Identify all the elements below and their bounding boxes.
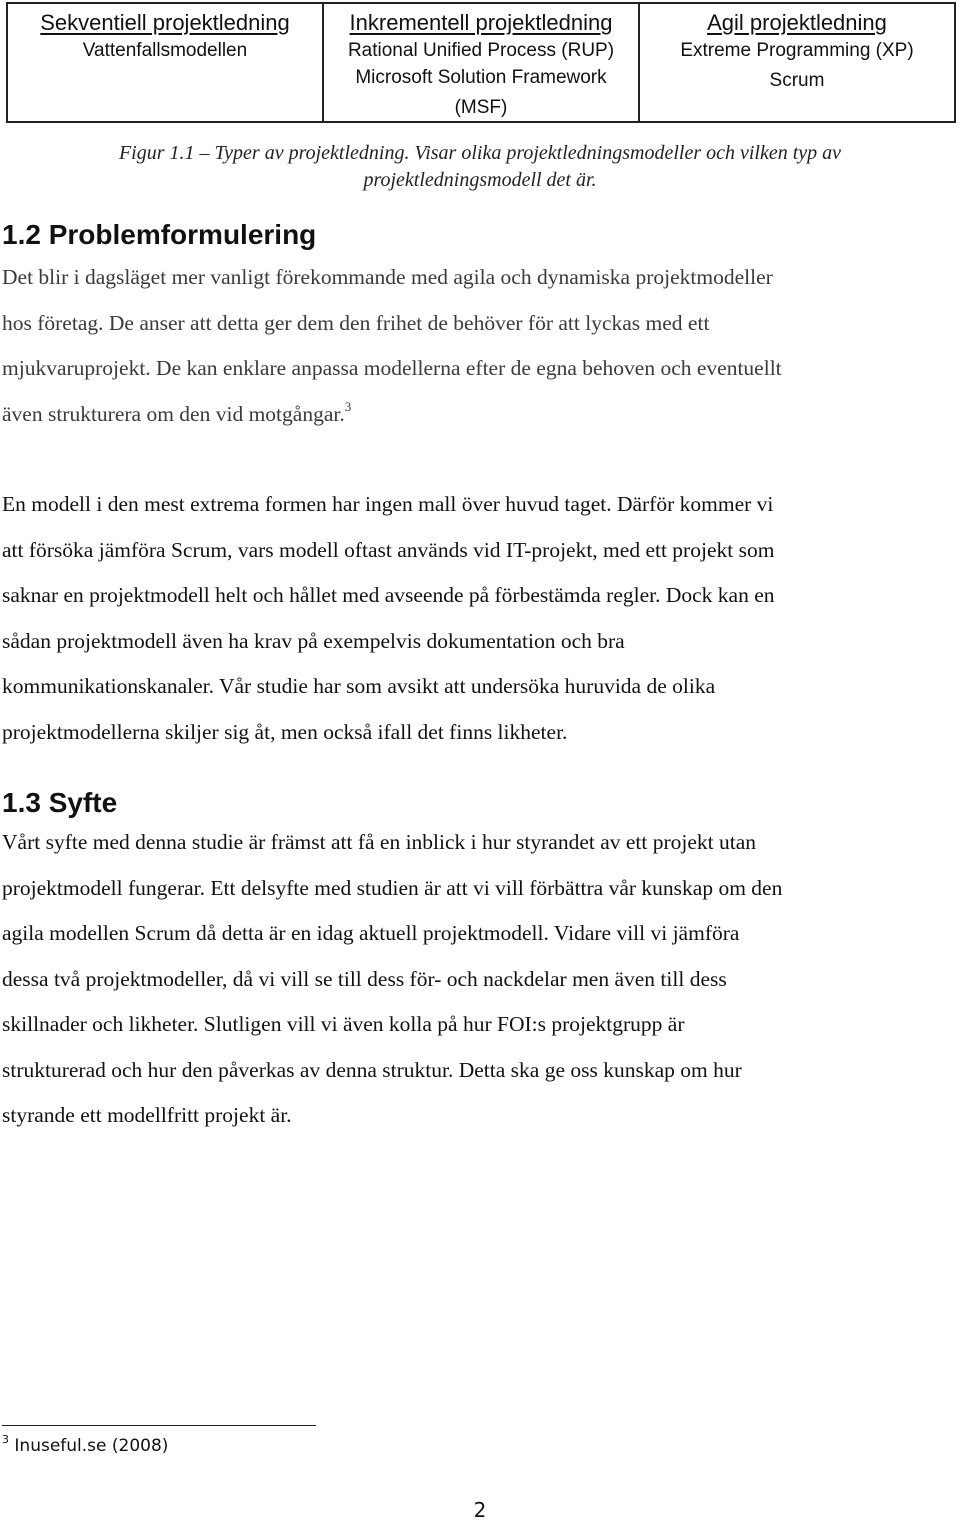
figure-column-item: Extreme Programming (XP) bbox=[680, 40, 914, 61]
footnote-number: 3 bbox=[2, 1433, 9, 1446]
paragraph-line-text: även strukturera om den vid motgångar. bbox=[2, 402, 345, 427]
paragraph-problem-intro bbox=[2, 255, 956, 438]
figure-column-item: Vattenfallsmodellen bbox=[82, 40, 248, 61]
paragraph-line: Det blir i dagsläget mer vanligt förekommande med agila och dynamiska projektmodeller bbox=[2, 265, 773, 289]
paragraph-purpose bbox=[2, 820, 956, 1139]
section-heading-problemformulering: 1.2 Problemformulering bbox=[2, 219, 317, 250]
figure-caption bbox=[0, 140, 960, 194]
paragraph-line: kommunikationskanaler. Vår studie har som avsikt att undersöka huruvida de olika bbox=[2, 674, 716, 698]
figure-column-incremental bbox=[324, 4, 640, 121]
paragraph-line: sådan projektmodell även ha krav på exempelvis dokumentation och bra bbox=[2, 628, 625, 653]
section-heading-syfte: 1.3 Syfte bbox=[2, 787, 118, 818]
figure-column-sequential bbox=[8, 4, 324, 121]
model-types-figure bbox=[6, 2, 956, 123]
paragraph-line: agila modellen Scrum då detta är en idag aktuell projektmodell. Vidare vill vi jämföra bbox=[2, 921, 740, 945]
footnote-separator bbox=[2, 1425, 316, 1426]
figure-column-agile bbox=[640, 4, 954, 121]
paragraph-line: dessa två projektmodeller, då vi vill se till dess för- och nackdelar men även till dess bbox=[2, 966, 727, 991]
figure-column-item: Microsoft Solution Framework bbox=[355, 67, 607, 88]
figure-column-heading: Agil projektledning bbox=[707, 10, 887, 35]
paragraph-line: projektmodellerna skiljer sig åt, men också ifall det finns likheter. bbox=[2, 719, 568, 744]
figure-column-heading: Sekventiell projektledning bbox=[40, 10, 290, 35]
paragraph-line: hos företag. De anser att detta ger dem den frihet de behöver för att lyckas med ett bbox=[2, 310, 710, 335]
figure-caption-line: Figur 1.1 – Typer av projektledning. Visar olika projektledningsmodeller och vilken typ av bbox=[118, 142, 842, 164]
figure-caption-line: projektledningsmodell det är. bbox=[363, 169, 597, 191]
page-number: 2 bbox=[473, 1498, 487, 1522]
figure-column-item: Rational Unified Process (RUP) bbox=[347, 40, 615, 61]
figure-column-heading: Inkrementell projektledning bbox=[349, 10, 613, 35]
paragraph-line: saknar en projektmodell helt och hållet med avseende på förbestämda regler. Dock kan en bbox=[2, 583, 775, 607]
paragraph-line bbox=[2, 392, 956, 438]
footnote-reference[interactable]: 3 bbox=[344, 399, 352, 415]
paragraph-line: skillnader och likheter. Slutligen vill vi även kolla på hur FOI:s projektgrupp är bbox=[2, 1012, 685, 1036]
footnote-text: Inuseful.se (2008) bbox=[14, 1436, 169, 1456]
paragraph-line: styrande ett modellfritt projekt är. bbox=[2, 1103, 292, 1127]
paragraph-problem-detail bbox=[2, 482, 956, 755]
footnote bbox=[2, 1433, 169, 1456]
paragraph-line: strukturerad och hur den påverkas av denna struktur. Detta ska ge oss kunskap om hur bbox=[2, 1057, 742, 1082]
paragraph-line: projektmodell fungerar. Ett delsyfte med studien är att vi vill förbättra vår kunskap om den bbox=[2, 875, 783, 900]
paragraph-line: Vårt syfte med denna studie är främst att få en inblick i hur styrandet av ett projekt utan bbox=[2, 830, 757, 854]
paragraph-line: att försöka jämföra Scrum, vars modell oftast används vid IT-projekt, med ett projekt som bbox=[2, 537, 775, 562]
figure-column-item: (MSF) bbox=[454, 97, 508, 118]
paragraph-line: mjukvaruprojekt. De kan enklare anpassa modellerna efter de egna behoven och eventuellt bbox=[2, 356, 782, 381]
paragraph-line: En modell i den mest extrema formen har ingen mall över huvud taget. Därför kommer vi bbox=[2, 492, 774, 516]
figure-column-item: Scrum bbox=[769, 70, 825, 91]
